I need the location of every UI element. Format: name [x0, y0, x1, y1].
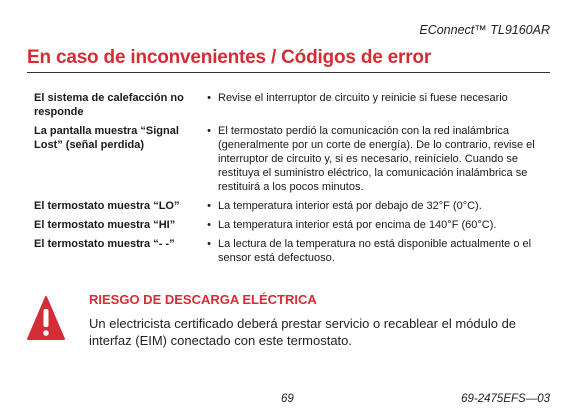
problem-label: La pantalla muestra “Signal Lost” (señal perdida) — [34, 125, 179, 151]
problem-label: El termostato muestra “HI” — [34, 219, 176, 231]
electric-shock-warning — [27, 292, 552, 348]
problem-label: El termostato muestra “- -” — [34, 238, 175, 250]
page-title: En caso de inconvenientes / Códigos de error — [27, 47, 432, 68]
troubleshooting-row — [34, 218, 554, 232]
warning-title: RIESGO DE DESCARGA ELÉCTRICA — [89, 292, 317, 307]
solution-text: El termostato perdió la comunicación con la red inalámbrica (generalmente por un corte de energía). De lo contrario, revise el interruptor de circuito y, si es necesario, reinícielo. Cuando se restituya el suministro eléctrico, la comunicación inalámbrica se restituirá a los pocos minutos. — [218, 125, 535, 193]
page-number: 69 — [281, 393, 294, 405]
solution-text: La lectura de la temperatura no está disponible actualmente o el sensor está defectuoso. — [218, 238, 532, 264]
warning-text: Un electricista certificado deberá prestar servicio o recablear el módulo de interfaz (EIM) conectado con este termostato. — [89, 316, 517, 348]
warning-triangle-icon — [27, 295, 65, 341]
document-number: 69-2475EFS—03 — [461, 393, 550, 405]
bullet-icon: • — [207, 200, 211, 212]
troubleshooting-table — [34, 91, 554, 270]
bullet-icon: • — [207, 92, 211, 104]
troubleshooting-row — [34, 91, 554, 119]
title-divider — [27, 72, 550, 73]
problem-label: El sistema de calefacción no responde — [34, 92, 184, 118]
bullet-icon: • — [207, 238, 211, 250]
troubleshooting-row — [34, 199, 554, 213]
solution-text: La temperatura interior está por encima de 140°F (60°C). — [218, 219, 497, 231]
bullet-icon: • — [207, 125, 211, 137]
solution-text: Revise el interruptor de circuito y reinicie si fuese necesario — [218, 92, 508, 104]
troubleshooting-row — [34, 124, 554, 194]
problem-label: El termostato muestra “LO” — [34, 200, 180, 212]
bullet-icon: • — [207, 219, 211, 231]
troubleshooting-row — [34, 237, 554, 265]
solution-text: La temperatura interior está por debajo de 32°F (0°C). — [218, 200, 482, 212]
product-name: EConnect™ TL9160AR — [419, 23, 550, 37]
